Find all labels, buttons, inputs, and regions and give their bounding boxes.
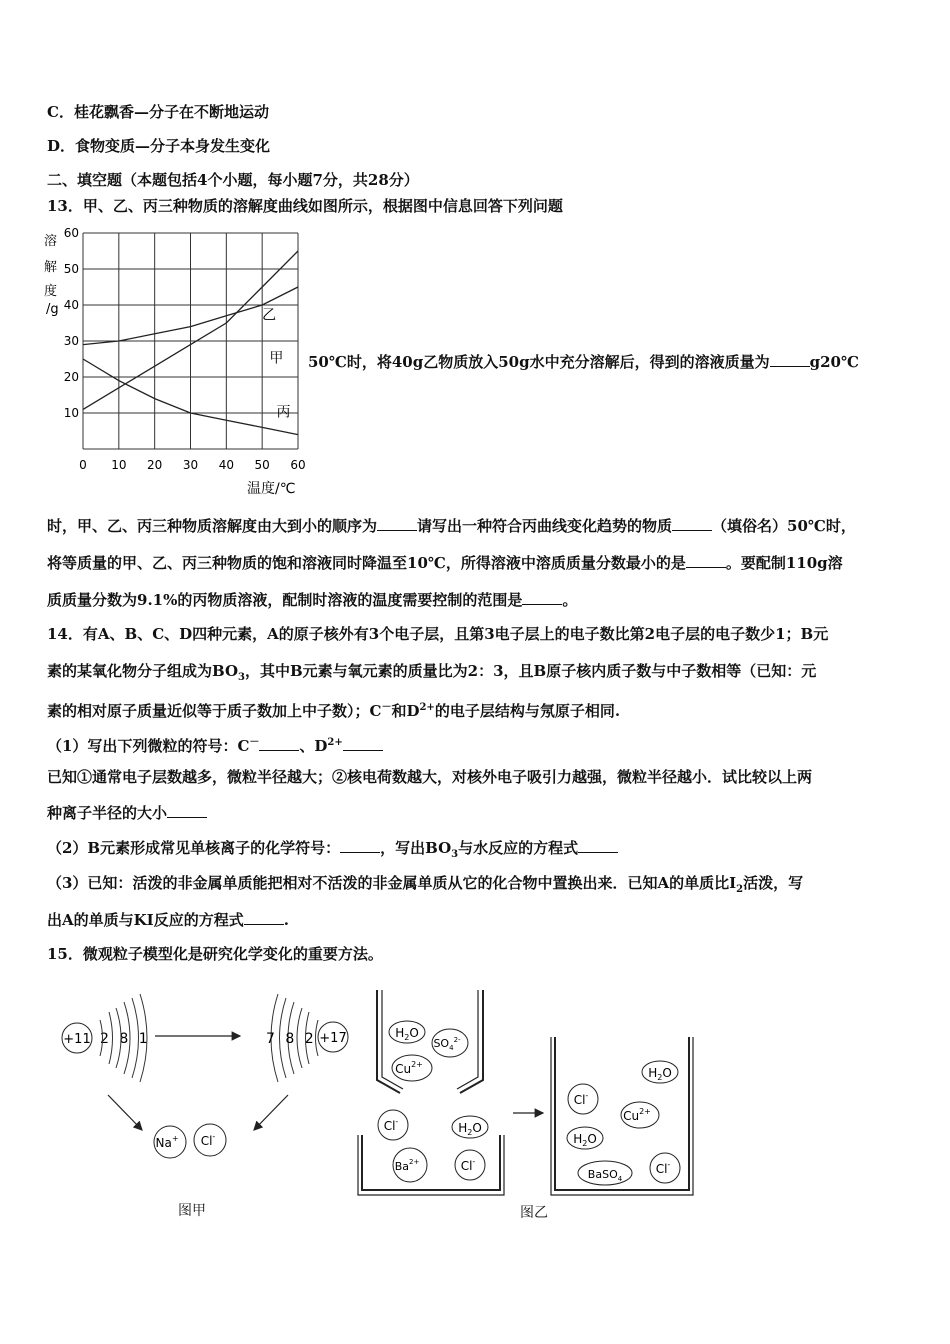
particle-water-3 — [642, 1061, 678, 1083]
cl-down-arrow — [254, 1095, 288, 1130]
particle-copper-2 — [621, 1102, 659, 1128]
chart-labels — [262, 307, 290, 420]
y-tick-10: 10 — [63, 406, 79, 420]
y-tick-50: 50 — [63, 262, 79, 276]
answer-blank-8[interactable] — [167, 803, 207, 818]
svg-text:Cl-: Cl- — [655, 1160, 671, 1176]
particle-water-2 — [452, 1116, 488, 1138]
svg-text:H2O: $H_2O$ — [458, 1121, 482, 1137]
answer-blank-7[interactable] — [343, 736, 383, 751]
svg-text:Ba2+: $Ba^{2+}$ — [394, 1158, 420, 1173]
q13-side-b: g20℃ — [809, 353, 859, 371]
answer-blank-6[interactable] — [259, 736, 299, 751]
answer-blank-1[interactable] — [770, 352, 810, 367]
x-tick-40: 40 — [218, 458, 234, 472]
svg-text:H2O: $H_2O$ — [648, 1066, 672, 1082]
cl-ion-label: Cl- — [200, 1132, 216, 1148]
q14-l2sub: 3 — [238, 672, 245, 683]
particle-copper-1 — [392, 1055, 432, 1081]
q14-line-3 — [47, 698, 620, 721]
question-15-stem: 15．微观粒子模型化是研究化学变化的重要方法。 — [47, 945, 383, 963]
series-label-0: 甲 — [269, 350, 284, 367]
particle-chloride-3 — [568, 1084, 598, 1114]
x-tick-30: 30 — [182, 458, 199, 472]
ylabel-char-2: 解 — [44, 260, 58, 275]
q14-p1b: 、D — [299, 737, 328, 755]
svg-text:Cl-: Cl- — [460, 1157, 476, 1173]
q14-p2a: （2）B元素形成常见单核离子的化学符号： — [47, 839, 341, 857]
answer-blank-4[interactable] — [686, 553, 726, 568]
ylabel-char-4: /g — [46, 302, 59, 317]
x-tick-0: 0 — [79, 458, 87, 472]
x-tick-50: 50 — [254, 458, 270, 472]
q14-p2c: 与水反应的方程式 — [458, 839, 579, 857]
svg-text:Cl-: Cl- — [573, 1091, 589, 1107]
cl-ion — [194, 1124, 226, 1156]
particle-sulfate — [432, 1029, 468, 1057]
y-axis-label — [44, 233, 59, 317]
q13-l3a: 质质量分数为9.1%的丙物质溶液，配制时溶液的温度需要控制的范围是 — [47, 591, 523, 609]
sodium-atom — [62, 994, 148, 1082]
svg-text:H2O: $H_2O$ — [395, 1026, 419, 1042]
q13-l2b: 。要配制110g溶 — [725, 554, 843, 572]
particle-chloride-2 — [455, 1150, 485, 1180]
q14-part-1 — [47, 733, 383, 756]
ylabel-char-3: 度 — [44, 284, 58, 299]
q14-p1-note: 已知①通常电子层数越多，微粒半径越大；②核电荷数越大，对核外电子吸引力越强，微粒半径越小．试比较以上两 — [47, 768, 813, 786]
svg-text:Cu2+: $Cu^{2+}$ — [395, 1060, 423, 1076]
q14-l3c: 的电子层结构与氖原子相同. — [434, 702, 621, 720]
particle-water-1 — [389, 1021, 425, 1043]
na-shells: 2 8 1 — [100, 1031, 148, 1047]
na-nucleus: +11 — [63, 1032, 91, 1047]
y-tick-60: 60 — [63, 226, 79, 240]
chlorine-atom — [266, 994, 348, 1082]
option-d: D．食物变质—分子本身发生变化 — [47, 137, 271, 155]
na-ion — [154, 1126, 186, 1158]
q13-l1b: 请写出一种符合丙曲线变化趋势的物质 — [417, 517, 673, 535]
q13-l1c: （填俗名）50℃时， — [712, 517, 856, 535]
q14-p1sup2: 2+ — [327, 737, 343, 748]
particle-water-4 — [567, 1127, 603, 1149]
q14-p1a: （1）写出下列微粒的符号：C — [47, 737, 250, 755]
answer-blank-10[interactable] — [578, 838, 618, 853]
answer-blank-2[interactable] — [377, 516, 417, 531]
q14-l3sup2: 2+ — [419, 702, 435, 713]
x-tick-60: 60 — [290, 458, 306, 472]
series-label-1: 乙 — [262, 307, 277, 324]
beaker-1-outer — [358, 1135, 504, 1195]
q13-l2a: 将等质量的甲、乙、丙三种物质的饱和溶液同时降温至10℃，所得溶液中溶质质量分数最小的是 — [47, 554, 686, 572]
na-ion-label: Na+ — [155, 1134, 179, 1150]
answer-blank-11[interactable] — [244, 910, 284, 925]
q14-l2a: 素的某氧化物分子组成为BO — [47, 662, 239, 680]
na-down-arrow — [108, 1095, 142, 1130]
particle-chloride-1 — [378, 1110, 408, 1140]
cl-shells: 7 8 2 — [266, 1031, 314, 1047]
y-tick-40: 40 — [63, 298, 79, 312]
solubility-chart — [40, 225, 310, 500]
svg-text:Cl-: Cl- — [383, 1117, 399, 1133]
q14-p1d: 种离子半径的大小 — [47, 804, 168, 822]
q14-part-3-cont — [47, 910, 289, 930]
figure-jia-caption: 图甲 — [178, 1203, 206, 1219]
y-tick-20: 20 — [63, 370, 79, 384]
q13-side-a: 50℃时，将40g乙物质放入50g水中充分溶解后，得到的溶液质量为 — [308, 353, 770, 371]
figure-jia — [50, 980, 360, 1170]
answer-blank-3[interactable] — [672, 516, 712, 531]
q14-line-1: 14．有A、B、C、D四种元素，A的原子核外有3个电子层，且第3电子层上的电子数比第2电子层的电子数少1；B元 — [47, 625, 829, 643]
beaker-1-outline — [362, 1135, 500, 1190]
q14-p3a: （3）已知：活泼的非金属单质能把相对不活泼的非金属单质从它的化合物中置换出来．已知A的单质比I — [47, 874, 737, 892]
q14-p2sub: 3 — [451, 849, 459, 860]
answer-blank-9[interactable] — [340, 838, 380, 853]
answer-blank-5[interactable] — [522, 590, 562, 605]
svg-text:Cu2+: $Cu^{2+}$ — [623, 1107, 651, 1123]
particle-barium-sulfate — [578, 1161, 632, 1185]
q14-p1sup1: － — [249, 737, 260, 748]
q13-l1a: 时，甲、乙、丙三种物质溶解度由大到小的顺序为 — [47, 517, 378, 535]
q13-line-3 — [47, 590, 577, 610]
q13-side-text — [308, 352, 859, 372]
q14-l2b: ，其中B元素与氧元素的质量比为2：3，且B原子核内质子数与中子数相等（已知：元 — [245, 662, 817, 680]
ylabel-char-1: 溶 — [44, 234, 58, 249]
q14-l3a: 素的相对原子质量近似等于质子数加上中子数）；C — [47, 702, 382, 720]
figure-yi-caption: 图乙 — [520, 1205, 548, 1221]
figure-yi — [355, 985, 700, 1200]
q14-l3b: 和D — [391, 702, 420, 720]
q14-p3c: 出A的单质与KI反应的方程式 — [47, 911, 244, 929]
x-tick-10: 10 — [111, 458, 127, 472]
q14-p3d: . — [283, 911, 289, 929]
q14-part-2 — [47, 838, 618, 865]
q14-part-3 — [47, 873, 803, 900]
q14-p2b: ，写出BO — [380, 839, 452, 857]
funnel-right — [460, 990, 483, 1093]
svg-text:SO42-: $SO_4^{2-}$ — [433, 1036, 461, 1052]
x-axis-label: 温度/℃ — [247, 481, 296, 497]
section-heading: 二、填空题（本题包括4个小题，每小题7分，共28分） — [47, 171, 419, 189]
q14-p1-compare — [47, 803, 207, 823]
svg-text:BaSO4: BaSO$_4$ — [587, 1168, 623, 1183]
q14-l3sup1: － — [381, 702, 392, 713]
x-tick-20: 20 — [147, 458, 163, 472]
question-13-stem: 13．甲、乙、丙三种物质的溶解度曲线如图所示，根据图中信息回答下列问题 — [47, 197, 563, 215]
option-c: C．桂花飘香—分子在不断地运动 — [47, 103, 269, 121]
particle-chloride-4 — [650, 1153, 680, 1183]
q14-line-2 — [47, 661, 816, 688]
chart-ticks — [64, 226, 306, 472]
beaker-2-outer — [551, 1037, 693, 1195]
q14-p3b: 活泼，写 — [743, 874, 804, 892]
particle-barium — [393, 1148, 427, 1182]
q13-l3b: 。 — [562, 591, 578, 609]
svg-text:H2O: $H_2O$ — [573, 1132, 597, 1148]
q13-line-1 — [47, 516, 856, 536]
cl-nucleus: +17 — [319, 1031, 347, 1046]
series-label-2: 丙 — [276, 404, 291, 421]
y-tick-30: 30 — [63, 334, 79, 348]
q14-p3sub: 2 — [736, 884, 744, 895]
q13-line-2 — [47, 553, 843, 573]
